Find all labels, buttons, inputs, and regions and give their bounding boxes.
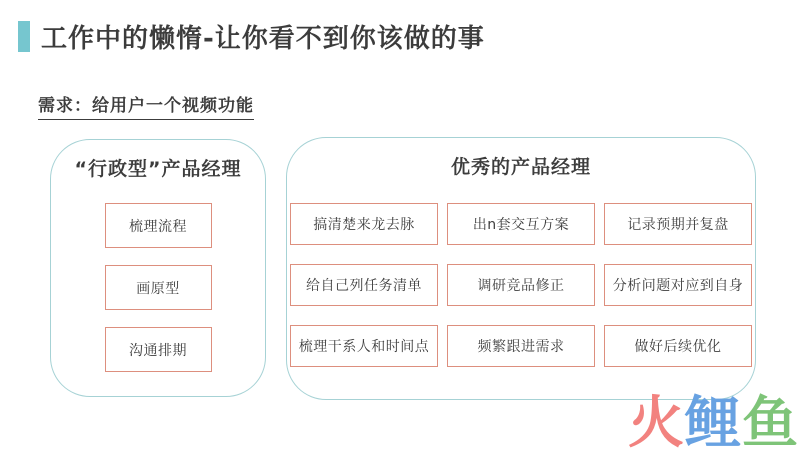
task-box: 梳理干系人和时间点 bbox=[290, 325, 438, 367]
header bbox=[18, 18, 485, 55]
task-box: 记录预期并复盘 bbox=[604, 203, 752, 245]
watermark-char: 火 bbox=[628, 391, 685, 450]
panel-admin-tasks bbox=[51, 203, 265, 372]
task-box: 梳理流程 bbox=[105, 203, 212, 248]
panel-excellent-pm bbox=[286, 137, 756, 400]
panel-admin-pm bbox=[50, 139, 266, 397]
watermark-char: 鲤 bbox=[685, 391, 742, 450]
panel-excellent-tasks bbox=[287, 203, 755, 367]
page-title: 工作中的懒惰-让你看不到你该做的事 bbox=[41, 24, 485, 54]
task-box: 做好后续优化 bbox=[604, 325, 752, 367]
watermark-char: 鱼 bbox=[742, 391, 799, 450]
requirement-text: 需求：给用户一个视频功能 bbox=[38, 91, 254, 120]
watermark-logo bbox=[628, 391, 799, 450]
task-box: 出n套交互方案 bbox=[447, 203, 595, 245]
panel-admin-title: “行政型”产品经理 bbox=[74, 158, 242, 180]
task-box: 沟通排期 bbox=[105, 327, 212, 372]
task-box: 搞清楚来龙去脉 bbox=[290, 203, 438, 245]
task-box: 分析问题对应到自身 bbox=[604, 264, 752, 306]
accent-bar bbox=[18, 21, 30, 52]
task-box: 调研竞品修正 bbox=[447, 264, 595, 306]
task-box: 给自己列任务清单 bbox=[290, 264, 438, 306]
panel-excellent-title: 优秀的产品经理 bbox=[450, 156, 591, 178]
task-box: 画原型 bbox=[105, 265, 212, 310]
task-box: 频繁跟进需求 bbox=[447, 325, 595, 367]
